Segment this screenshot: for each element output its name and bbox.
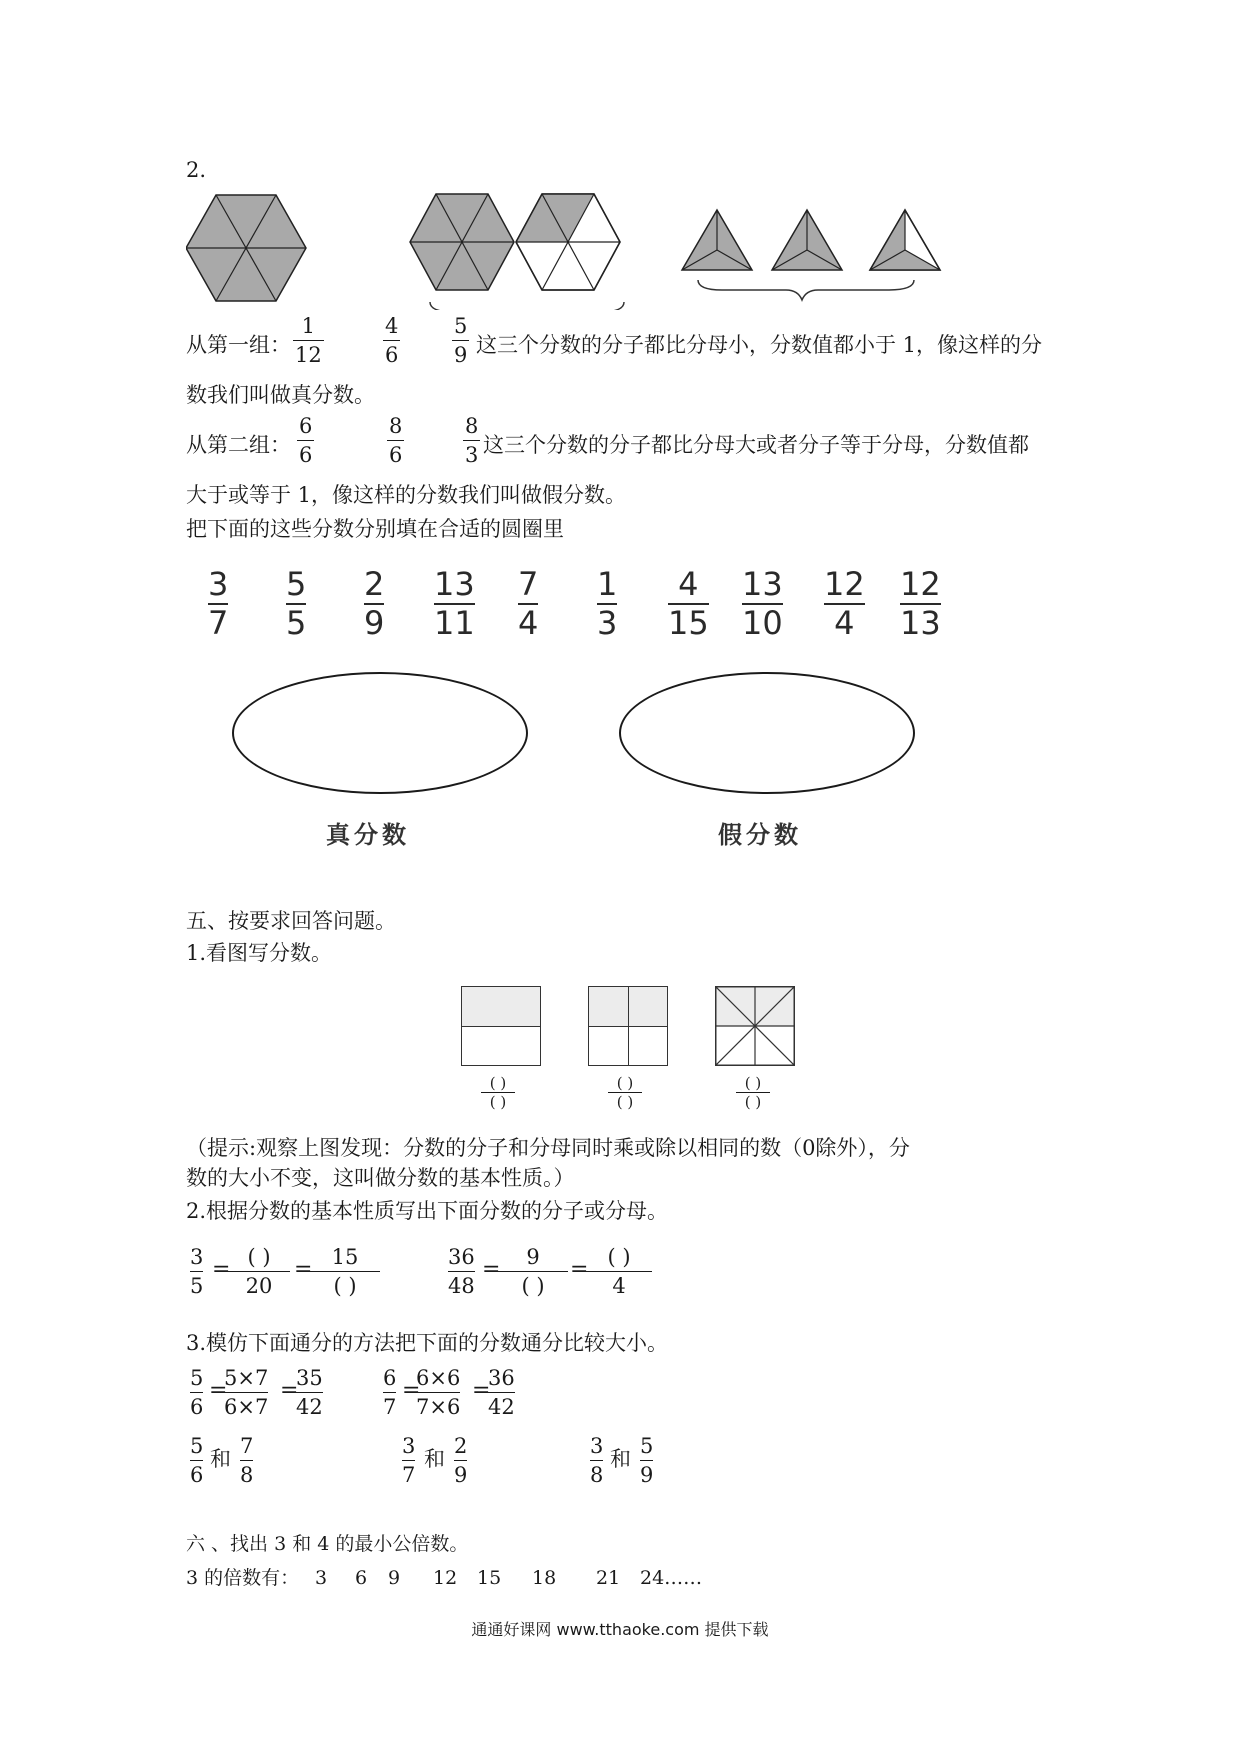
multiple-value: 18 [532,1567,557,1589]
sort-fraction: 5 5 [286,565,307,642]
and-word: 和 [210,1447,231,1471]
fraction: 36 42 [488,1366,515,1419]
hint-text-cont: 数的大小不变，这叫做分数的基本性质。） [186,1166,575,1190]
answer-blank[interactable]: ( ) ( ) [481,1075,515,1110]
improper-fraction-circle[interactable] [619,672,915,794]
fraction-blank[interactable]: ( ) 20 [228,1245,290,1298]
sort-fraction: 1 3 [597,565,618,642]
multiple-value: 21 [596,1567,621,1589]
fraction: 3 5 [190,1245,204,1298]
multiple-value: 3 [315,1567,328,1589]
fraction: 7 8 [240,1434,254,1487]
group1-text-cont: 数我们叫做真分数。 [186,383,375,407]
proper-fraction-label: 真分数 [326,821,410,849]
fraction: 5 6 [190,1434,204,1487]
brace [698,280,914,300]
equals-sign: = [570,1257,589,1282]
page-footer: 通通好课网 www.tthaoke.com 提供下载 [471,1620,769,1639]
equals-sign: = [482,1257,501,1282]
sort-fraction: 7 4 [518,565,539,642]
equals-sign: = [212,1257,231,1282]
fraction: 8 3 [465,414,479,467]
equals-sign: = [294,1257,313,1282]
square-quarters [588,986,668,1066]
and-word: 和 [424,1447,445,1471]
multiples-label: 3 的倍数有： [186,1567,300,1589]
fraction-blank[interactable]: 9 ( ) [498,1245,568,1298]
equals-sign: = [209,1378,228,1403]
fraction: 6 6 [299,414,313,467]
hexagon-partial [516,194,620,290]
group2-text: 这三个分数的分子都比分母大或者分子等于分母，分数值都 [483,433,1029,457]
group1-prefix: 从第一组： [186,333,291,357]
multiple-value: 6 [355,1567,368,1589]
hint-text: （提示:观察上图发现：分数的分子和分母同时乘或除以相同的数（0除外），分 [186,1136,910,1160]
question-2: 2.根据分数的基本性质写出下面分数的分子或分母。 [186,1199,669,1223]
multiple-value: 9 [388,1567,401,1589]
fraction: 36 48 [448,1245,475,1298]
group2-prefix: 从第二组： [186,433,291,457]
fraction: 6 7 [383,1366,397,1419]
equals-sign: = [472,1378,491,1403]
fraction: 5×7 6×7 [224,1366,269,1419]
group1-text: 这三个分数的分子都比分母小，分数值都小于 1，像这样的分 [476,333,1043,357]
equals-sign: = [402,1378,421,1403]
section-title: 五、按要求回答问题。 [186,909,396,933]
sort-fraction: 13 10 [742,565,783,642]
sort-fraction: 2 9 [364,565,385,642]
fraction: 1 12 [295,314,322,367]
triangle-shaded [772,210,842,270]
question-3: 3.模仿下面通分的方法把下面的分数通分比较大小。 [186,1331,669,1355]
fraction: 3 7 [402,1434,416,1487]
question-number: 2. [186,158,207,182]
square-halves [461,986,541,1066]
answer-blank[interactable]: ( ) ( ) [736,1075,770,1110]
fraction: 35 42 [296,1366,323,1419]
fraction-blank[interactable]: 15 ( ) [310,1245,380,1298]
improper-fraction-label: 假分数 [718,821,802,849]
hexagon-shaded [186,195,306,301]
fraction: 3 8 [590,1434,604,1487]
sort-fraction: 3 7 [208,565,229,642]
equals-sign: = [280,1378,299,1403]
multiple-value: 12 [433,1567,458,1589]
sort-fraction: 13 11 [434,565,475,642]
fraction: 5 9 [640,1434,654,1487]
fraction: 4 6 [385,314,399,367]
fraction: 5 9 [454,314,468,367]
group2-text-cont: 大于或等于 1，像这样的分数我们叫做假分数。 [186,483,627,507]
multiple-value: 15 [477,1567,502,1589]
sort-fraction: 12 4 [824,565,865,642]
fraction-blank[interactable]: ( ) 4 [586,1245,652,1298]
shape-figures [186,190,946,310]
brace [430,302,624,310]
instruction: 把下面的这些分数分别填在合适的圆圈里 [186,517,564,541]
sort-fraction: 4 15 [668,565,709,642]
proper-fraction-circle[interactable] [232,672,528,794]
question-1: 1.看图写分数。 [186,941,333,965]
fraction: 5 6 [190,1366,204,1419]
section-title: 六 、找出 3 和 4 的最小公倍数。 [186,1533,469,1555]
answer-blank[interactable]: ( ) ( ) [608,1075,642,1110]
sort-fraction: 12 13 [900,565,941,642]
multiple-value: 24…… [640,1567,703,1589]
hexagon-shaded [410,194,514,290]
fraction: 6×6 7×6 [416,1366,461,1419]
square-eighths [715,986,795,1066]
and-word: 和 [610,1447,631,1471]
triangle-partial [870,210,940,270]
fraction: 8 6 [389,414,403,467]
triangle-shaded [682,210,752,270]
fraction: 2 9 [454,1434,468,1487]
